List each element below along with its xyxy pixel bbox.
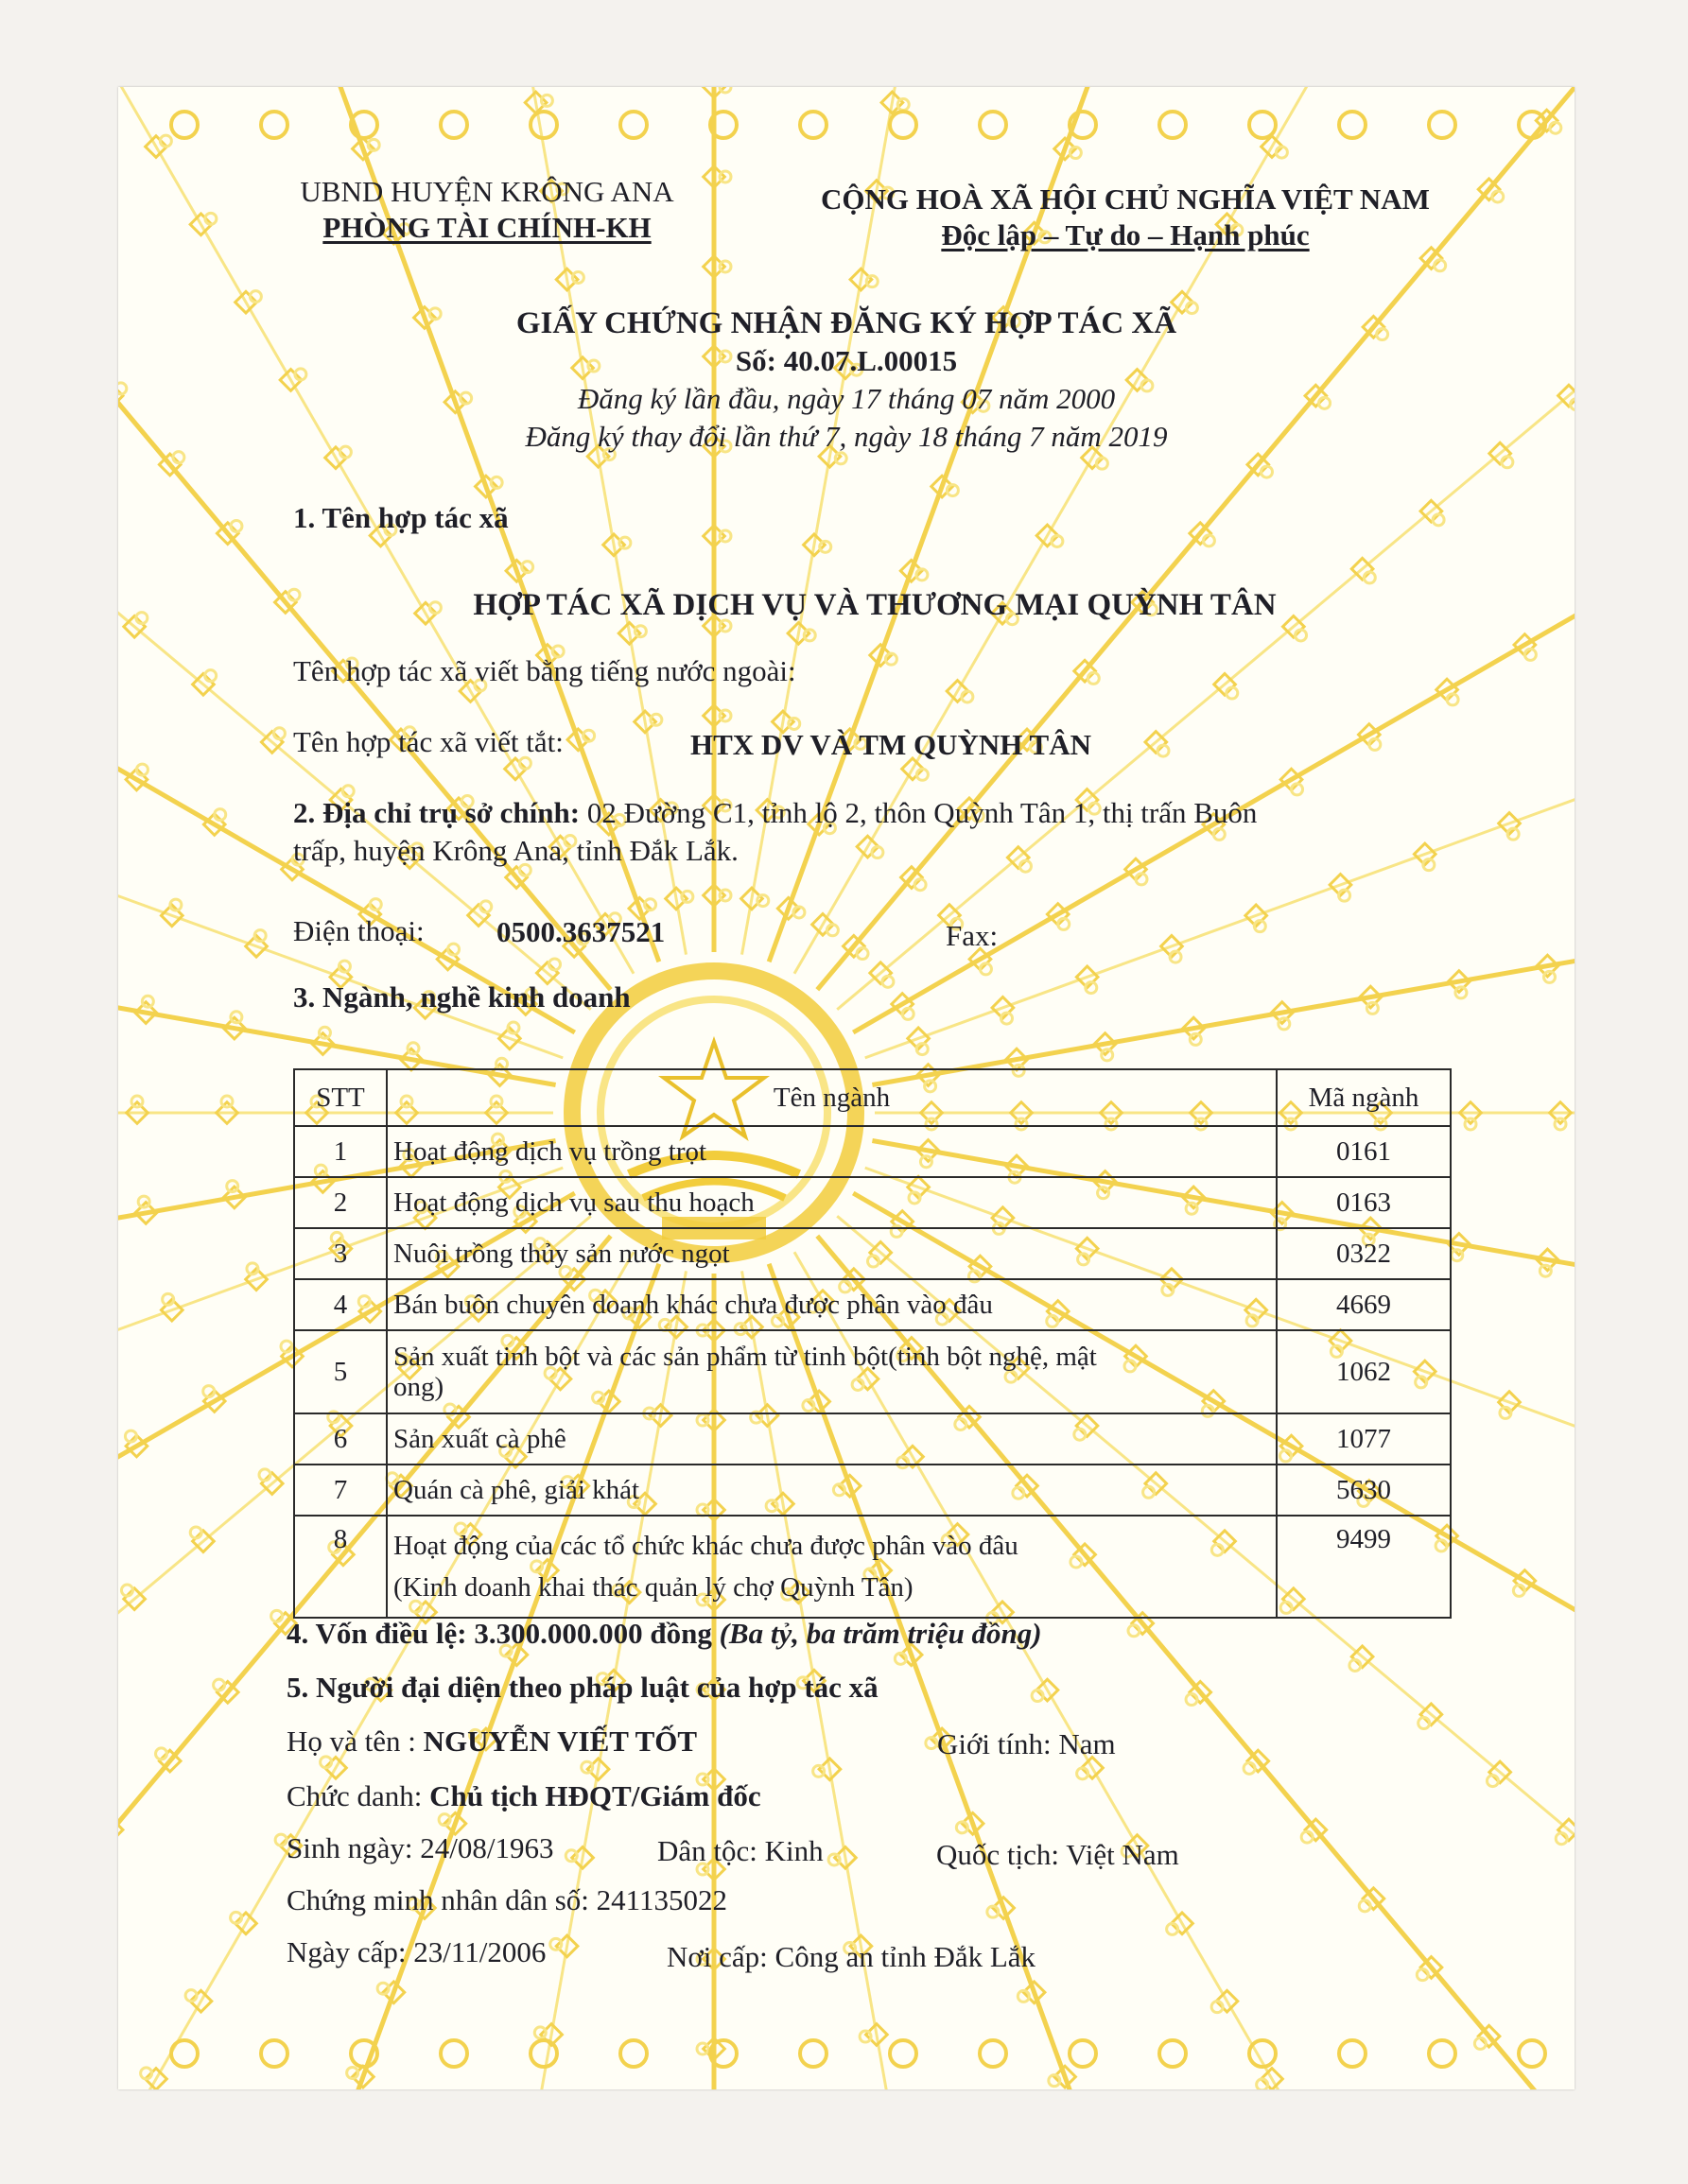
row-code: 1062 [1277, 1330, 1451, 1413]
short-name-label: Tên hợp tác xã viết tắt: [293, 725, 564, 758]
rep-title-value: Chủ tịch HĐQT/Giám đốc [429, 1779, 761, 1812]
rep-title-line [287, 1779, 761, 1813]
issuer-block [288, 174, 686, 246]
row-code: 4669 [1277, 1279, 1451, 1330]
issue-date-label: Ngày cấp: [287, 1935, 407, 1968]
row-stt: 6 [294, 1413, 387, 1465]
phone-value: 0500.3637521 [496, 915, 666, 948]
foreign-name-label: Tên hợp tác xã viết bằng tiếng nước ngoài: [293, 654, 796, 687]
phone-label: Điện thoại: [293, 914, 425, 947]
rep-name-line [287, 1725, 697, 1759]
certificate-number: Số: 40.07.L.00015 [735, 344, 958, 377]
capital-in-words: (Ba tỷ, ba trăm triệu đồng) [719, 1617, 1042, 1650]
issue-place-label: Nơi cấp: [667, 1940, 768, 1973]
issuer-office: PHÒNG TÀI CHÍNH-KH [322, 211, 652, 244]
row-name: Hoạt động của các tổ chức khác chưa được phân vào đâu [393, 1531, 1018, 1561]
section4-heading: 4. Vốn điều lệ: [287, 1617, 467, 1650]
row-name-continued: ong) [393, 1372, 444, 1402]
nationality-line [936, 1838, 1179, 1872]
row-name: Sản xuất cà phê [387, 1413, 1277, 1465]
row-stt: 8 [294, 1516, 387, 1618]
national-header [723, 182, 1527, 253]
section1-heading: 1. Tên hợp tác xã [293, 501, 509, 534]
ethnic-label: Dân tộc: [657, 1834, 757, 1867]
nationality-label: Quốc tịch: [936, 1838, 1059, 1871]
gender-value: Nam [1058, 1727, 1116, 1760]
issue-place-line [667, 1940, 1035, 1974]
row-name-cell [387, 1330, 1277, 1413]
table-row [294, 1516, 1451, 1618]
table-row [294, 1413, 1451, 1465]
row-name: Bán buôn chuyên doanh khác chưa được phân vào đâu [387, 1279, 1277, 1330]
row-stt: 4 [294, 1279, 387, 1330]
table-row [294, 1330, 1451, 1413]
issue-place-value: Công an tỉnh Đắk Lắk [774, 1940, 1036, 1973]
address-line-2: trấp, huyện Krông Ana, tỉnh Đắk Lắk. [293, 834, 739, 867]
address-value-1: 02 Đường C1, tỉnh lộ 2, thôn Quỳnh Tân 1, thị trấn Buôn [586, 796, 1258, 829]
certificate-paper [118, 87, 1575, 2089]
row-stt: 5 [294, 1330, 387, 1413]
table-row [294, 1465, 1451, 1516]
id-label: Chứng minh nhân dân số: [287, 1883, 589, 1916]
row-code: 1077 [1277, 1413, 1451, 1465]
gender-line [937, 1727, 1116, 1761]
rep-title-label: Chức danh: [287, 1779, 423, 1812]
col-header-code: Mã ngành [1277, 1069, 1451, 1126]
national-name: CỘNG HOÀ XÃ HỘI CHỦ NGHĨA VIỆT NAM [821, 182, 1430, 216]
nationality-value: Việt Nam [1066, 1838, 1179, 1871]
certificate-title: GIẤY CHỨNG NHẬN ĐĂNG KÝ HỢP TÁC XÃ [515, 306, 1177, 340]
rep-name-value: NGUYỄN VIẾT TỐT [423, 1725, 698, 1758]
id-value: 241135022 [596, 1883, 728, 1916]
charter-capital-line [287, 1617, 1042, 1651]
capital-amount: 3.300.000.000 đồng [474, 1617, 712, 1650]
issuer-district: UBND HUYỆN KRÔNG ANA [300, 175, 674, 208]
table-row [294, 1228, 1451, 1279]
row-code: 5630 [1277, 1465, 1451, 1516]
cooperative-name: HỢP TÁC XÃ DỊCH VỤ VÀ THƯƠNG MẠI QUỲNH TÂN [473, 588, 1277, 622]
row-code: 9499 [1277, 1516, 1451, 1618]
row-name: Hoạt động dịch vụ trồng trọt [387, 1126, 1277, 1177]
issue-date-value: 23/11/2006 [413, 1935, 547, 1968]
section3-heading: 3. Ngành, nghề kinh doanh [293, 980, 631, 1014]
fax-label: Fax: [946, 919, 999, 952]
row-name: Hoạt động dịch vụ sau thu hoạch [387, 1177, 1277, 1228]
issue-date-line [287, 1935, 546, 1969]
national-motto: Độc lập – Tự do – Hạnh phúc [941, 218, 1310, 251]
rep-name-label: Họ và tên : [287, 1725, 416, 1758]
row-name-cell [387, 1516, 1277, 1618]
row-name-continued: (Kinh doanh khai thác quản lý chợ Quỳnh Tân) [393, 1572, 914, 1603]
dob-label: Sinh ngày: [287, 1831, 413, 1864]
table-row [294, 1177, 1451, 1228]
change-registration-date: Đăng ký thay đổi lần thứ 7, ngày 18 tháng 7 năm 2019 [525, 420, 1168, 453]
business-lines-table [293, 1068, 1452, 1619]
row-name: Sản xuất tinh bột và các sản phẩm từ tinh bột(tinh bột nghệ, mật [393, 1342, 1097, 1372]
row-stt: 2 [294, 1177, 387, 1228]
row-stt: 7 [294, 1465, 387, 1516]
section5-heading: 5. Người đại diện theo pháp luật của hợp tác xã [287, 1671, 879, 1704]
short-name-value: HTX DV VÀ TM QUỲNH TÂN [690, 728, 1092, 761]
row-code: 0322 [1277, 1228, 1451, 1279]
row-code: 0163 [1277, 1177, 1451, 1228]
section2-heading: 2. Địa chỉ trụ sở chính: [293, 796, 581, 829]
col-header-stt: STT [294, 1069, 387, 1126]
table-row [294, 1279, 1451, 1330]
row-stt: 3 [294, 1228, 387, 1279]
row-code: 0161 [1277, 1126, 1451, 1177]
dob-line [287, 1831, 553, 1865]
row-stt: 1 [294, 1126, 387, 1177]
table-row [294, 1126, 1451, 1177]
dob-value: 24/08/1963 [420, 1831, 554, 1864]
row-name: Quán cà phê, giải khát [387, 1465, 1277, 1516]
ethnic-value: Kinh [764, 1834, 824, 1867]
row-name: Nuôi trồng thủy sản nước ngọt [387, 1228, 1277, 1279]
ethnic-line [657, 1834, 824, 1868]
first-registration-date: Đăng ký lần đầu, ngày 17 tháng 07 năm 2000 [577, 382, 1116, 415]
gender-label: Giới tính: [937, 1727, 1052, 1760]
col-header-name: Tên ngành [387, 1069, 1277, 1126]
id-line [287, 1883, 727, 1917]
address-line-1 [293, 796, 1257, 830]
